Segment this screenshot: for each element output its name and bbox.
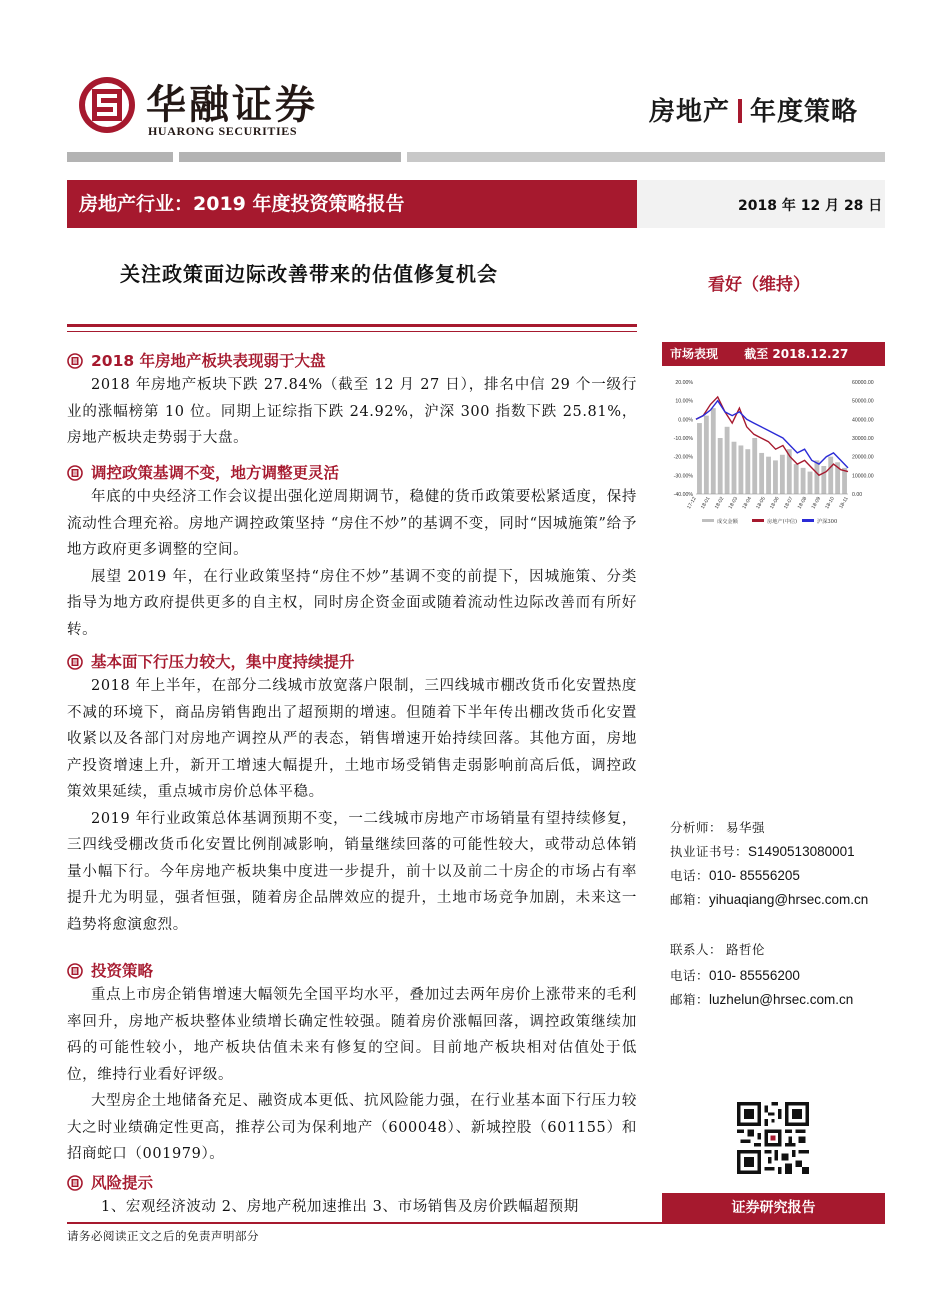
mail2-link[interactable]: luzhelun@hrsec.com.cn [709, 992, 854, 1007]
cert-line [670, 842, 855, 860]
volume-bar [725, 427, 730, 494]
volume-bar [711, 408, 716, 494]
section-heading: 风险提示 [91, 1174, 154, 1192]
bullet-icon [67, 654, 83, 670]
mail2-line[interactable] [670, 990, 853, 1008]
section-fundamentals [67, 651, 637, 938]
volume-bar [704, 416, 709, 494]
mail-line[interactable] [670, 890, 868, 908]
volume-bar [773, 460, 778, 494]
right-tick-label: 50000.00 [852, 398, 874, 405]
volume-bar [697, 423, 702, 494]
volume-bar [808, 472, 813, 494]
x-tick-label: 18-08 [796, 496, 809, 511]
bullet-icon [67, 1175, 83, 1191]
section-paragraph: 2019 年行业政策总体基调预期不变，一二线城市房地产市场销量有望持续修复，三四线受棚改货币化安置比例削减影响，销量继续回落的可能性较大，或带动总体销量小幅下行。今年房地产板块集中度进一步提升，前十以及前二十房企的市场占有率提升尤为明显，强者恒强，随着房企品牌效应的提升，土地市场竞争加剧，未来这一趋势将愈演愈烈。 [67, 810, 637, 933]
legend-swatch [702, 519, 714, 522]
contact-line [670, 940, 765, 958]
tel2-number: 010- 85556200 [709, 968, 800, 983]
x-axis-ticks [686, 496, 850, 510]
section-heading: 2018 年房地产板块表现弱于大盘 [91, 352, 326, 370]
section-paragraph: 年底的中央经济工作会议提出强化逆周期调节，稳健的货币政策要松紧适度，保持流动性合理充裕。房地产调控政策坚持 “房住不炒”的基调不变，同时“因城施策”给予地方政府更多调整的空间。 [67, 489, 637, 558]
header-stripe-1 [67, 152, 173, 162]
report-category [649, 91, 858, 128]
footer-label: 证券研究报告 [662, 1193, 885, 1223]
x-tick-label: 18-02 [713, 496, 726, 511]
section-paragraph: 2018 年房地产板块下跌 27.84%（截至 12 月 27 日），排名中信 29 个一级行业的涨幅榜第 10 位。同期上证综指下跌 24.92%，沪深 300 指数下跌 25.81%，房地产板块走势弱于大盘。 [67, 377, 637, 446]
section-heading: 投资策略 [91, 962, 154, 980]
right-tick-label: 0.00 [852, 492, 863, 498]
left-tick-label: -10.00% [673, 436, 693, 442]
mail2-label: 邮箱： [670, 992, 710, 1007]
market-label: 市场表现 [670, 347, 719, 361]
huarong-logo-icon [78, 76, 136, 134]
section-risks [67, 1172, 637, 1221]
headline: 关注政策面边际改善带来的估值修复机会 [120, 262, 498, 286]
section-heading: 基本面下行压力较大，集中度持续提升 [91, 653, 355, 671]
volume-bar [752, 438, 757, 494]
legend-swatch [802, 519, 814, 522]
chart-legend [702, 517, 837, 525]
x-tick-label: 18-04 [741, 496, 754, 511]
bullet-icon [67, 353, 83, 369]
legend-swatch [752, 519, 764, 522]
report-date: 2018 年 12 月 28 日 [738, 198, 883, 214]
x-tick-label: 18-07 [782, 496, 795, 511]
category-label: 房地产 [648, 97, 730, 127]
x-tick-label: 18-03 [727, 496, 740, 511]
tel-line [670, 866, 800, 884]
cert-number: S1490513080001 [748, 844, 855, 859]
right-tick-label: 40000.00 [852, 417, 874, 424]
section-paragraph: 展望 2019 年，在行业政策坚持“房住不炒”基调不变的前提下，因城施策、分类指导为地方政府提供更多的自主权，同时房企资金面或随着流动性边际改善而有所好转。 [67, 568, 637, 638]
mail-link[interactable]: yihuaqiang@hrsec.com.cn [709, 892, 869, 907]
tel2-label: 电话： [670, 968, 710, 983]
volume-bar [745, 449, 750, 494]
left-tick-label: -20.00% [673, 454, 693, 461]
tel-label: 电话： [670, 868, 710, 883]
report-type-label: 年度策略 [749, 97, 858, 127]
volume-bar [821, 466, 826, 494]
volume-bar [780, 455, 785, 494]
qr-code-icon [737, 1102, 809, 1174]
volume-bar [759, 453, 764, 494]
report-title: 房地产行业：2019 年度投资策略报告 [67, 180, 637, 228]
rating: 看好（维持） [708, 275, 810, 295]
volume-bar [732, 442, 737, 494]
right-tick-label: 30000.00 [852, 436, 874, 442]
mail-label: 邮箱： [670, 892, 710, 907]
volume-bar [718, 438, 723, 494]
x-tick-label: 17-12 [686, 496, 698, 511]
contact-name: 路哲伦 [726, 942, 766, 957]
market-chart [662, 372, 885, 537]
section-strategy [67, 960, 637, 1168]
left-tick-label: -30.00% [673, 473, 693, 480]
cert-label: 执业证书号： [670, 844, 749, 859]
market-performance-bar [662, 342, 885, 366]
header-stripe-2 [179, 152, 401, 162]
x-tick-label: 18-01 [699, 496, 712, 511]
section-performance [67, 350, 637, 452]
volume-bar [801, 468, 806, 494]
volume-bar [766, 457, 771, 494]
left-tick-label: 10.00% [675, 398, 693, 405]
footer-rule [67, 1222, 885, 1224]
x-tick-label: 18-06 [769, 496, 781, 511]
volume-bar [828, 457, 833, 494]
left-axis-ticks [674, 380, 694, 498]
left-tick-label: 0.00% [678, 417, 693, 424]
volume-bar [738, 445, 743, 494]
category-divider [738, 99, 742, 123]
company-name-cn: 华融证券 [146, 82, 318, 128]
right-tick-label: 20000.00 [852, 454, 874, 461]
bullet-icon [67, 465, 83, 481]
legend-label: 房地产(中信) [767, 519, 797, 525]
section-paragraph: 1、宏观经济波动 2、房地产税加速推出 3、市场销售及房价跌幅超预期 [101, 1199, 579, 1215]
x-tick-label: 18-10 [824, 496, 836, 511]
bullet-icon [67, 963, 83, 979]
volume-bar [814, 460, 819, 494]
analyst-label: 分析师： [670, 820, 723, 835]
left-tick-label: -40.00% [673, 492, 693, 498]
title-rule [67, 324, 637, 332]
header-stripe-3 [407, 152, 885, 162]
left-tick-label: 20.00% [675, 380, 693, 386]
market-date: 截至 2018.12.27 [744, 347, 849, 361]
x-tick-label: 18-11 [838, 496, 850, 510]
analyst-name: 易华强 [726, 820, 766, 835]
company-name-en: HUARONG SECURITIES [148, 124, 298, 138]
section-paragraph: 大型房企土地储备充足、融资成本更低、抗风险能力强，在行业基本面下行压力较大之时业绩确定性更高，推荐公司为保利地产（600048）、新城控股（601155）和招商蛇口（001979）。 [67, 1093, 637, 1162]
tel-number: 010- 85556205 [709, 868, 800, 883]
volume-bars [697, 408, 847, 494]
tel2-line [670, 966, 800, 984]
x-tick-label: 18-09 [810, 496, 823, 511]
volume-bar [794, 464, 799, 494]
section-paragraph: 重点上市房企销售增速大幅领先全国平均水平，叠加过去两年房价上涨带来的毛利率回升，房地产板块整体业绩增长确定性较强。随着房价涨幅回落，调控政策继续加码的可能性较小，地产板块估值未来有修复的空间。目前地产板块相对估值处于低位，维持行业看好评级。 [67, 987, 637, 1083]
legend-label: 沪深300 [817, 519, 838, 525]
right-tick-label: 60000.00 [852, 380, 874, 386]
contact-label: 联系人： [670, 942, 723, 957]
disclaimer: 请务必阅读正文之后的免责声明部分 [67, 1229, 259, 1243]
analyst-line [670, 818, 765, 836]
section-policy [67, 462, 637, 643]
right-axis-ticks [852, 380, 874, 498]
section-heading: 调控政策基调不变，地方调整更灵活 [91, 464, 340, 482]
right-tick-label: 10000.00 [852, 473, 874, 480]
x-tick-label: 18-05 [755, 496, 767, 511]
legend-label: 成交金额 [717, 519, 738, 525]
section-paragraph: 2018 年上半年，在部分二线城市放宽落户限制，三四线城市棚改货币化安置热度不减的环境下，商品房销售跑出了超预期的增速。但随着下半年传出棚改货币化安置收紧以及各部门对房地产调控从严的表态，销售增速开始持续回落。其他方面，房地产投资增速上升，新开工增速大幅提升，土地市场受销售走弱影响前高后低，调控政策效果延续，重点城市房价总体平稳。 [67, 678, 637, 800]
